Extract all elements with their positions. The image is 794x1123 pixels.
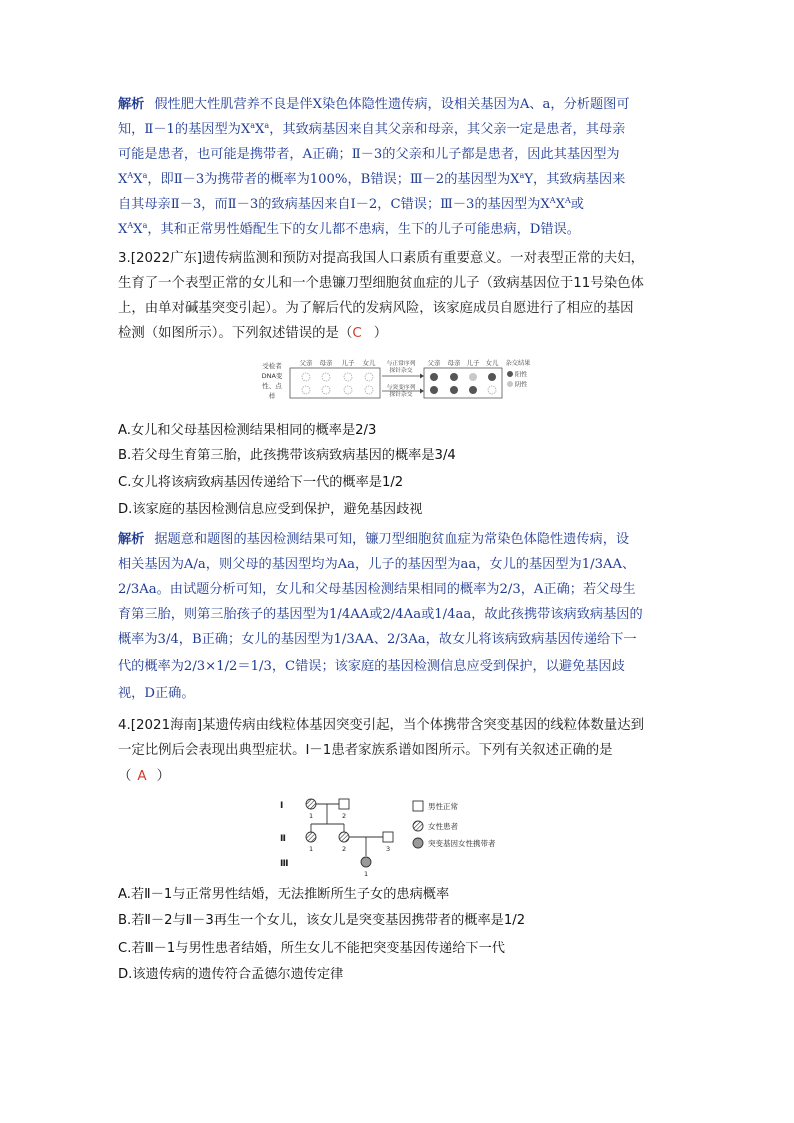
q3-answer: C bbox=[352, 326, 362, 341]
q4-line2: 一定比例后会表现出典型症状。Ⅰ－1患者家族系谱如图所示。下列有关叙述正确的是 bbox=[118, 743, 613, 758]
analysis2-line3: 2/3Aa。由试题分析可知，女儿和父母基因检测结果相同的概率为2/3，A正确；若父母生 bbox=[118, 582, 636, 597]
pedigree-III-1 bbox=[361, 857, 371, 867]
q4-number: 4. bbox=[118, 718, 131, 733]
gene-detection-figure bbox=[256, 356, 536, 412]
legend-female-carrier: 突变基因女性携带者 bbox=[428, 839, 496, 848]
q3-line3: 上，由单对碱基突变引起）。为了解后代的发病风险，该家庭成员自愿进行了相应的基因 bbox=[118, 301, 634, 316]
pedigree-I-1 bbox=[306, 799, 316, 809]
svg-text:1: 1 bbox=[364, 870, 369, 878]
fig-result-positive bbox=[488, 373, 496, 381]
q4-line1: 4.[2021海南]某遗传病由线粒体基因突变引起，当个体携带含突变基因的线粒体数量达到 bbox=[118, 718, 644, 733]
fig-arrow1-label-2: 探针杂交 bbox=[389, 368, 413, 374]
analysis1-line6: $X^AX^a$，其和正常男性婚配生下的女儿都不患病，生下的儿子可能患病，D错误。 bbox=[118, 221, 580, 237]
q3-option-b: B.若父母生育第三胎，此孩携带该病致病基因的概率是3/4 bbox=[118, 448, 456, 463]
fig-member-father: 父亲 bbox=[299, 359, 313, 367]
fig-sample-circle bbox=[302, 386, 310, 394]
q4-answer: A bbox=[137, 769, 147, 784]
q3-line4: 检测（如图所示）。下列叙述错误的是（C ） bbox=[118, 326, 388, 341]
legend-male-normal: 男性正常 bbox=[428, 802, 458, 811]
analysis2-line6: 代的概率为2/3×1/2＝1/3，C错误；该家庭的基因检测信息应受到保护，以避免基因歧 bbox=[118, 659, 625, 674]
legend-female-patient-icon bbox=[413, 821, 423, 831]
fig-sample-circle bbox=[365, 386, 373, 394]
svg-text:1: 1 bbox=[309, 812, 314, 820]
pedigree-II-1 bbox=[306, 832, 316, 842]
fig-result-positive bbox=[469, 386, 477, 394]
legend-male-normal-icon bbox=[413, 801, 423, 811]
fig-result-positive bbox=[430, 373, 438, 381]
legend-female-patient: 女性患者 bbox=[428, 822, 458, 831]
q3-option-c: C.女儿将该病致病基因传递给下一代的概率是1/2 bbox=[118, 475, 404, 490]
generation-label-2: Ⅱ bbox=[280, 834, 286, 844]
fig-arrow2-label-1: 与突变序列 bbox=[386, 385, 416, 391]
pedigree-figure bbox=[276, 796, 526, 878]
fig-left-label-2: DNA变 bbox=[261, 372, 283, 380]
fig-arrow1-label-1: 与正常序列 bbox=[386, 361, 416, 367]
fig-result-positive bbox=[450, 373, 458, 381]
svg-text:2: 2 bbox=[342, 845, 347, 853]
legend-female-carrier-icon bbox=[413, 838, 423, 848]
q4-option-b: B.若Ⅱ－2与Ⅱ－3再生一个女儿，该女儿是突变基因携带者的概率是1/2 bbox=[118, 913, 526, 928]
q4-source: [2021海南] bbox=[130, 718, 203, 733]
fig-result-unknown bbox=[488, 386, 496, 394]
fig-result-title: 杂交结果 bbox=[505, 360, 531, 367]
q3-source: [2022广东] bbox=[130, 251, 203, 266]
fig-sample-circle bbox=[365, 373, 373, 381]
fig-legend-positive-dot bbox=[507, 371, 513, 377]
svg-text:儿子: 儿子 bbox=[466, 359, 480, 367]
analysis1-line5: 自其母亲Ⅱ－3，而Ⅱ－3的致病基因来自Ⅰ－2，C错误；Ⅲ－3的基因型为$X^AX^A$或 bbox=[118, 196, 584, 212]
q4-option-d: D.该遗传病的遗传符合孟德尔遗传定律 bbox=[118, 967, 344, 982]
fig-sample-circle bbox=[322, 386, 330, 394]
fig-legend-negative-dot bbox=[507, 381, 513, 387]
analysis2-line4: 育第三胎，则第三胎孩子的基因型为1/4AA或2/4Aa或1/4aa，故此孩携带该病致病基因的 bbox=[118, 607, 643, 622]
q3-option-d: D.该家庭的基因检测信息应受到保护，避免基因歧视 bbox=[118, 502, 423, 517]
generation-label-3: Ⅲ bbox=[280, 859, 289, 869]
q4-line3: （ A ） bbox=[118, 769, 170, 784]
fig-sample-circle bbox=[322, 373, 330, 381]
fig-legend-positive: 阳性 bbox=[515, 371, 528, 379]
analysis2-line5: 概率为3/4，B正确；女儿的基因型为1/3AA、2/3Aa，故女儿将该病致病基因传递给下一 bbox=[118, 632, 637, 647]
fig-member-mother: 母亲 bbox=[319, 359, 333, 367]
fig-result-negative bbox=[469, 373, 477, 381]
analysis2-line1: 解析 据题意和题图的基因检测结果可知，镰刀型细胞贫血症为常染色体隐性遗传病，设 bbox=[118, 532, 630, 547]
fig-sample-circle bbox=[302, 373, 310, 381]
fig-sample-circle bbox=[344, 386, 352, 394]
fig-left-label-3: 性、点 bbox=[262, 382, 282, 390]
q3-line1: 3.[2022广东]遗传病监测和预防对提高我国人口素质有重要意义。一对表型正常的夫妇， bbox=[118, 251, 644, 266]
analysis1-line3: 可能是患者，也可能是携带者，A正确；Ⅱ－3的父亲和儿子都是患者，因此其基因型为 bbox=[118, 147, 620, 162]
fig-result-positive bbox=[450, 386, 458, 394]
fig-result-positive bbox=[430, 386, 438, 394]
svg-text:女儿: 女儿 bbox=[485, 359, 499, 367]
analysis2-line2: 相关基因为A/a，则父母的基因型均为Aa，儿子的基因型为aa，女儿的基因型为1/3AA、 bbox=[118, 557, 636, 572]
fig-left-label-4: 样 bbox=[268, 392, 276, 400]
q3-line2: 生育了一个表型正常的女儿和一个患镰刀型细胞贫血症的儿子（致病基因位于11号染色体 bbox=[118, 276, 644, 291]
svg-text:1: 1 bbox=[309, 845, 314, 853]
q4-option-c: C.若Ⅲ－1与男性患者结婚，所生女儿不能把突变基因传递给下一代 bbox=[118, 941, 505, 956]
svg-text:2: 2 bbox=[342, 812, 347, 820]
fig-arrow2-label-2: 探针杂交 bbox=[389, 392, 413, 398]
analysis1-line1: 解析 假性肥大性肌营养不良是伴X染色体隐性遗传病，设相关基因为A、a，分析题图可 bbox=[118, 97, 630, 112]
fig-member-daughter: 女儿 bbox=[362, 359, 376, 367]
svg-text:父亲: 父亲 bbox=[427, 359, 441, 367]
fig-left-label-1: 受检者 bbox=[262, 362, 282, 370]
generation-label-1: Ⅰ bbox=[280, 801, 284, 811]
q3-option-a: A.女儿和父母基因检测结果相同的概率是2/3 bbox=[118, 423, 377, 438]
pedigree-II-2 bbox=[339, 832, 349, 842]
pedigree-I-2 bbox=[339, 799, 349, 809]
fig-member-son: 儿子 bbox=[341, 359, 355, 367]
analysis1-line4: $X^AX^a$，即Ⅱ－3为携带者的概率为100%，B错误；Ⅲ－2的基因型为$X^aY$，其致病基因来 bbox=[118, 171, 626, 187]
svg-text:母亲: 母亲 bbox=[447, 359, 461, 367]
analysis1-line2: 知，Ⅱ－1的基因型为$X^aX^a$，其致病基因来自其父亲和母亲，其父亲一定是患者，其母亲 bbox=[118, 121, 626, 137]
q3-number: 3. bbox=[118, 251, 131, 266]
fig-arrowhead-1 bbox=[420, 374, 424, 379]
analysis2-line7: 视，D正确。 bbox=[118, 686, 195, 701]
fig-sample-circle bbox=[344, 373, 352, 381]
q4-option-a: A.若Ⅱ－1与正常男性结婚，无法推断所生子女的患病概率 bbox=[118, 887, 450, 902]
fig-arrowhead-2 bbox=[420, 389, 424, 394]
fig-legend-negative: 阴性 bbox=[515, 381, 528, 389]
pedigree-II-3 bbox=[383, 832, 393, 842]
svg-text:3: 3 bbox=[386, 845, 391, 853]
